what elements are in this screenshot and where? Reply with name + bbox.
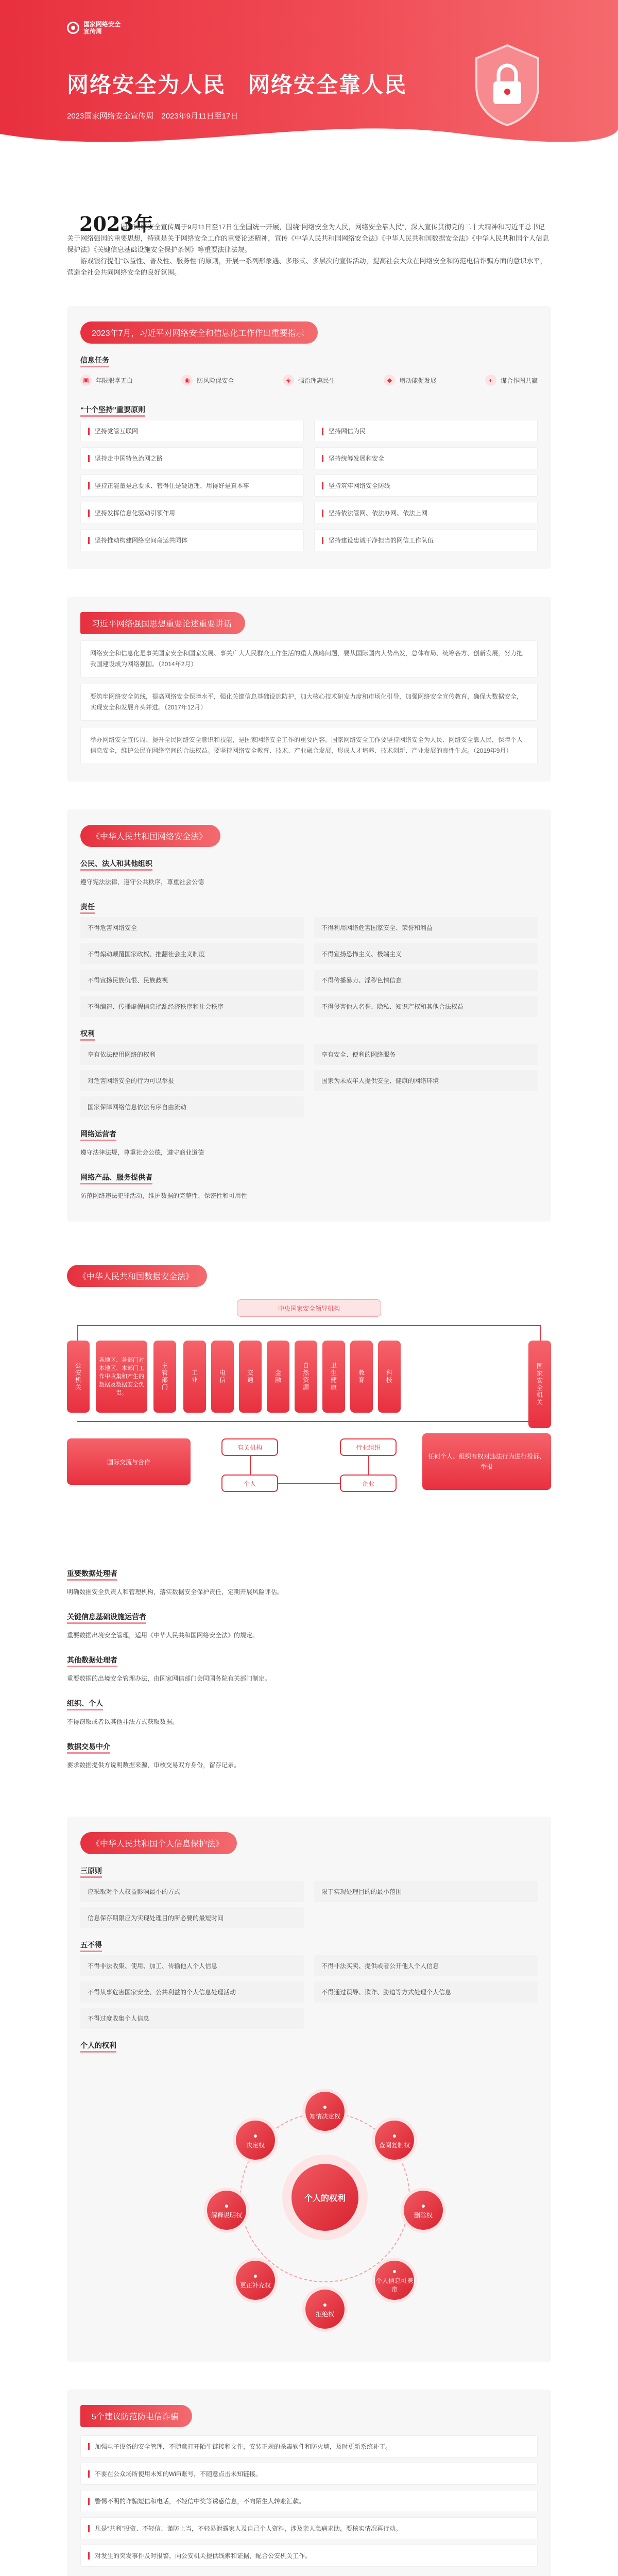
right-item: 国家为未成年人提供安全、健康的网络环境 — [314, 1070, 538, 1091]
diagram-police-node: 公安机关 — [67, 1341, 90, 1413]
prohibitions-grid — [80, 1955, 538, 2029]
diagram-company-node: 企业 — [340, 1475, 397, 1492]
right-node: ● 删除权 — [404, 2191, 443, 2230]
sub-heading: 责任 — [80, 903, 95, 911]
task-icon: ◈ — [283, 375, 294, 386]
task-label: 增动能促发展 — [399, 377, 437, 384]
cybersecurity-law-section — [67, 809, 551, 1222]
org-diagram — [67, 1299, 551, 1557]
hero-banner — [0, 0, 618, 155]
diagram-report-node: 任何个人、组织有权对违法行为进行投诉、举报 — [422, 1433, 551, 1490]
diagram-dept-node: 交通 — [239, 1341, 262, 1413]
intro-year: 2023年 — [79, 212, 153, 235]
task-label: 强治理惠民生 — [298, 377, 335, 384]
duty-item: 不得侵害他人名誉、隐私、知识产权和其他合法权益 — [314, 996, 538, 1017]
sub-heading: 个人的权利 — [80, 2041, 116, 2049]
prohibition-item: 不得非法收集、使用、加工、传输他人个人信息 — [80, 1955, 304, 1976]
diagram-industry-node: 行业组织 — [340, 1438, 397, 1456]
prohibition-item: 不得非法买卖、提供或者公开他人个人信息 — [314, 1955, 538, 1976]
intro-paragraph-1: 国家网络安全宣传周于9月11日至17日在全国统一开展，围绕“网络安全为人民，网络安全靠人民”，深入宣传贯彻党的二十大精神和习近平总书记关于网络强国的重要思想，特别是关于网络安全工作的重要论述精神，宣传《中华人民共和国网络安全法》《中华人民共和国数据安全法》《中华人民共和国个人信息保护法》《关键信息基础设施安全保护条例》等重要法律法规。 — [67, 223, 550, 253]
logo-icon — [67, 22, 79, 34]
diagram-dept-node: 自然资源 — [295, 1341, 317, 1413]
principle-item: 坚持网信为民 — [314, 420, 538, 442]
principle-item: 应采取对个人权益影响最小的方式 — [80, 1881, 304, 1902]
duty-item: 不得传播暴力、淫秽色情信息 — [314, 970, 538, 991]
task-label: 防风险保安全 — [197, 377, 234, 384]
right-node: ● 决定权 — [236, 2121, 275, 2160]
diagram-agency-node: 有关机构 — [221, 1438, 278, 1456]
duty-item: 不得编造、传播虚假信息扰乱经济秩序和社会秩序 — [80, 996, 304, 1017]
principle-item: 坚持走中国特色治网之路 — [80, 447, 304, 469]
diagram-dept-node: 电信 — [211, 1341, 234, 1413]
tip-item: 凡是“共利”投资、不轻信、谨防上当，不轻易泄露家人及自己个人资料，涉及亲人急病求助，要核实情况再行动。 — [80, 2517, 538, 2539]
diagram-dept-node: 卫生健康 — [322, 1341, 345, 1413]
diagram-dept-node: 教育 — [350, 1341, 373, 1413]
principle-item: 坚持统筹发展和安全 — [314, 447, 538, 469]
principle-item: 坚持推动构建网络空间命运共同体 — [80, 529, 304, 551]
sub-heading: 数据交易中介 — [67, 1742, 110, 1751]
fraud-tips-section — [67, 2389, 551, 2576]
rights-diagram — [80, 2056, 538, 2344]
duty-item: 不得煽动颠覆国家政权、推翻社会主义制度 — [80, 943, 304, 964]
principle-item: 坚持党管互联网 — [80, 420, 304, 442]
prohibition-item: 不得从事危害国家安全、公共利益的个人信息处理活动 — [80, 1981, 304, 2003]
diagram-local-depts-node: 各地区、各部门对本地区、本部门工作中收集和产生的数据及数据安全负责。 — [96, 1341, 147, 1413]
duty-item: 不得宣扬恐怖主义、极端主义 — [314, 943, 538, 964]
tip-item: 对发生的突发事件及时报警，向公安机关提供线索和证据，配合公安机关工作。 — [80, 2545, 538, 2567]
body-text: 要求数据提供方说明数据来源，审核交易双方身份，留存记录。 — [67, 1761, 241, 1769]
right-item: 对危害网络安全的行为可以举报 — [80, 1070, 304, 1091]
principle-item: 坚持建设忠诚干净担当的网信工作队伍 — [314, 529, 538, 551]
right-node: ● 个人信息可携带 — [375, 2261, 414, 2300]
duties-grid — [80, 917, 538, 1017]
speech-quote: 举办网络安全宣传周、提升全民网络安全意识和技能，是国家网络安全工作的重要内容。国家网络安全工作要坚持网络安全为人民、网络安全靠人民，保障个人信息安全，维护公民在网络空间的合法权益。要坚持网络安全教育、技术、产业融合发展，形成人才培养、技术创新、产业发展的良性生态。（2019年9月） — [80, 727, 538, 764]
section-title: 习近平网络强国思想重要论述重要讲话 — [80, 612, 245, 634]
body-text: 明确数据安全负责人和管理机构，落实数据安全保护责任，定期开展风险评估。 — [67, 1588, 284, 1596]
task-label: 年限职掌无白 — [96, 377, 133, 384]
diagram-dept-node: 金融 — [267, 1341, 289, 1413]
task-item — [283, 375, 335, 386]
tip-item: 不要在公众场所使用未知的WiFi账号，不随意点击未知链接。 — [80, 2463, 538, 2485]
sub-heading: 组织、个人 — [67, 1699, 103, 1707]
principle-item: 信息保存期限应为实现处理目的所必要的最短时间 — [80, 1907, 304, 1928]
logo-text-line2: 宣传周 — [83, 28, 102, 35]
hero-title: 网络安全为人民 网络安全靠人民 — [67, 73, 407, 97]
body-text: 重要数据的出境安全管理办法，由国家网信部门会同国务院有关部门制定。 — [67, 1675, 271, 1682]
task-item — [485, 375, 538, 386]
right-node: ● 查阅复制权 — [375, 2121, 414, 2160]
task-icon: ◆ — [384, 375, 395, 386]
right-node: ● 解释说明权 — [207, 2191, 246, 2230]
section-title: 《中华人民共和国数据安全法》 — [67, 1265, 207, 1287]
body-text: 遵守宪法法律，遵守公共秩序，尊重社会公德 — [80, 878, 204, 886]
campaign-logo — [67, 21, 121, 35]
principles-heading: “十个坚持”重要原则 — [80, 405, 145, 414]
diagram-state-security-node: 国家安全机关 — [528, 1341, 551, 1428]
task-item — [80, 375, 133, 386]
sub-heading: 五不得 — [80, 1941, 102, 1949]
diagram-intl-node: 国际交流与合作 — [67, 1438, 191, 1485]
tip-item: 加强电子设备的安全管理，不随意打开陌生链接和文件，安装正规的杀毒软件和防火墙，及时更新系统补丁。 — [80, 2435, 538, 2458]
right-item: 国家保障网络信息依法有序自由流动 — [80, 1096, 304, 1117]
intro-section — [67, 212, 551, 278]
sub-heading: 公民、法人和其他组织 — [80, 859, 152, 868]
diagram-dept-node: 工业 — [183, 1341, 206, 1413]
body-text: 防范网络违法犯罪活动，维护数据的完整性、保密性和可用性 — [80, 1192, 248, 1199]
hero-subtitle: 2023国家网络安全宣传周 2023年9月11日至17日 — [67, 112, 238, 121]
duty-item: 不得利用网络危害国家安全、荣誉和利益 — [314, 917, 538, 938]
task-label: 谋合作图共赢 — [500, 377, 538, 384]
diagram-authority-node: 主管部门 — [153, 1341, 176, 1413]
sub-heading: 关键信息基础设施运营者 — [67, 1613, 146, 1621]
shield-lock-icon — [469, 40, 546, 128]
principle-item: 坚持筑牢网络安全防线 — [314, 474, 538, 497]
speech-quote: 网络安全和信息化是事关国家安全和国家发展、事关广大人民群众工作生活的重大战略问题，要从国际国内大势出发，总体布局、统筹各方、创新发展，努力把我国建设成为网络强国。（2014年2月） — [80, 640, 538, 677]
speech-section — [67, 597, 551, 782]
section-title: 5个建议防范防电信诈骗 — [80, 2405, 192, 2427]
sub-heading: 网络运营者 — [80, 1130, 116, 1138]
right-node: ● 知情决定权 — [305, 2092, 345, 2131]
body-text: 遵守法律法规，尊重社会公德，遵守商业道德 — [80, 1149, 204, 1156]
principle-item: 坚持依法管网、依法办网、依法上网 — [314, 502, 538, 524]
rights-grid — [80, 1044, 538, 1117]
speech-quote: 要筑牢网络安全防线，提高网络安全保障水平，强化关键信息基础设施防护，加大核心技术研发力度和市场化引导，加强网络安全宣传教育，确保大数据安全，实现安全和发展齐头并进。（2017年12月） — [80, 684, 538, 721]
section-title: 《中华人民共和国网络安全法》 — [80, 825, 220, 847]
prohibition-item: 不得通过误导、欺诈、胁迫等方式处理个人信息 — [314, 1981, 538, 2003]
sub-heading: 其他数据处理者 — [67, 1656, 117, 1664]
diagram-person-node: 个人 — [221, 1475, 278, 1492]
data-security-law-section — [67, 1249, 551, 1789]
body-text: 重要数据出境安全管理，适用《中华人民共和国网络安全法》的规定。 — [67, 1632, 259, 1639]
tips-list — [80, 2435, 538, 2567]
right-item: 享有安全、便利的网络服务 — [314, 1044, 538, 1065]
sub-heading: 权利 — [80, 1029, 95, 1038]
sub-heading: 三原则 — [80, 1867, 102, 1875]
task-item — [181, 375, 234, 386]
sub-heading: 重要数据处理者 — [67, 1569, 117, 1578]
right-node: ● 更正补充权 — [236, 2261, 275, 2300]
rights-center: 个人的权利 — [291, 2164, 358, 2231]
task-icon: ▣ — [80, 375, 92, 386]
right-node: ● 拒绝权 — [305, 2290, 345, 2329]
principles-grid — [80, 420, 538, 551]
principle-item: 坚持正能量是总要求、管得住是硬道理、用得好是真本事 — [80, 474, 304, 497]
sub-heading: 网络产品、服务提供者 — [80, 1173, 152, 1181]
right-item: 享有依法使用网络的权利 — [80, 1044, 304, 1065]
task-icon: ◉ — [181, 375, 193, 386]
diagram-dept-node: 科技 — [378, 1341, 401, 1413]
principle-item: 坚持发挥信息化驱动引领作用 — [80, 502, 304, 524]
tip-item: 警惕不明的诈骗短信和电话，不轻信中奖等诱惑信息，不向陌生人转账汇款。 — [80, 2490, 538, 2512]
diagram-top-node: 中央国家安全领导机构 — [237, 1299, 381, 1317]
duty-item: 不得宣扬民族仇恨、民族歧视 — [80, 970, 304, 991]
task-list — [80, 375, 538, 386]
intro-paragraph-2: 游戏银行提倡“以益性、普及性、服务性”的原则，开展一系列形象遇、多形式、多层次的宣传活动，提高社会大众在网络安全和防范电信诈骗方面的意识水平，营造全社会共同网络安全的良好氛围。 — [67, 257, 547, 276]
principles-grid — [80, 1881, 538, 1928]
prohibition-item: 不得过度收集个人信息 — [80, 2008, 304, 2029]
task-item — [384, 375, 436, 386]
body-text: 不得窃取或者以其他非法方式获取数据。 — [67, 1718, 179, 1725]
section-title: 《中华人民共和国个人信息保护法》 — [80, 1832, 237, 1854]
duty-item: 不得危害网络安全 — [80, 917, 304, 938]
logo-text-line1: 国家网络安全 — [83, 21, 121, 28]
personal-info-law-section — [67, 1817, 551, 2362]
task-heading: 信息任务 — [80, 356, 109, 364]
task-icon: ◐ — [485, 375, 496, 386]
important-instructions-section — [67, 306, 551, 569]
principle-item: 限于实现处理目的的最小范围 — [314, 1881, 538, 1902]
section-title: 2023年7月，习近平对网络安全和信息化工作作出重要指示 — [80, 321, 318, 344]
